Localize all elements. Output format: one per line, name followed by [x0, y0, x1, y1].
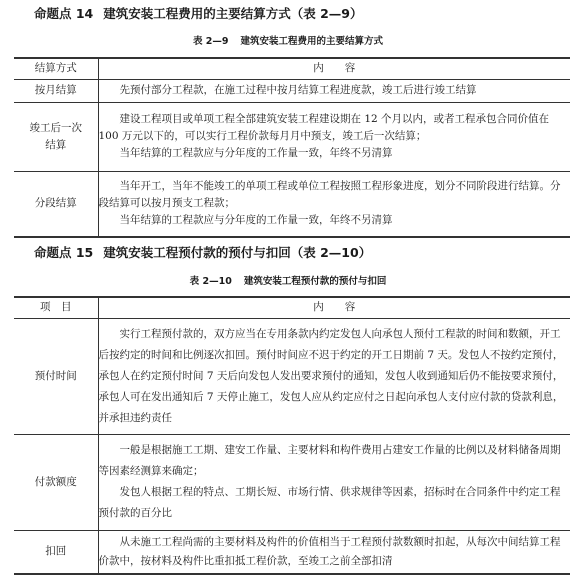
column-header: 内 容: [98, 58, 570, 79]
table-header-row: [14, 297, 570, 318]
table-row: [14, 434, 570, 530]
table-header-row: [14, 58, 570, 79]
section-title: 建筑安装工程预付款的预付与扣回（表 2—10）: [103, 245, 372, 260]
section-heading-1: [34, 6, 363, 22]
row-content: [98, 102, 570, 171]
table-row: [14, 102, 570, 171]
caption-number: 表 2—10: [189, 276, 232, 287]
row-content: [98, 171, 570, 237]
section-number: 命题点 15: [34, 245, 94, 260]
row-paragraph: 建设工程项目或单项工程全部建筑安装工程建设期在 12 个月以内，或者工程承包合同价值在 100 万元以下的，可以实行工程价款每月月中预支，竣工后一次结算；: [98, 113, 550, 142]
advance-payment-table: [14, 296, 570, 575]
row-paragraph: 当年结算的工程款应与分年度的工作量一致，年终不另清算: [119, 147, 393, 159]
row-label: 按月结算: [14, 79, 98, 102]
row-paragraph: 一般是根据施工工期、建安工作量、主要材料和构件费用占建安工作量的比例以及材料储备周期等因素经测算来确定；: [98, 444, 561, 477]
table-row: [14, 530, 570, 574]
row-content: [98, 318, 570, 434]
row-content: [98, 530, 570, 574]
row-paragraph: 实行工程预付款的，双方应当在专用条款内约定发包人向承包人预付工程款的时间和数额，开工后按约定的时间和比例逐次扣回。预付时间应不迟于约定的开工日期前 7 天。发包人不按约定预付，承包人在约定预付时间 7 天后向发包人发出要求预付的通知，发包人收到通知后仍不能按要求预付，承包人可在发出通知后 7 天停止施工，发包人应从约定应付之日起向承包人支付应付款的贷款利息，并承担违约责任: [98, 327, 564, 424]
settlement-methods-table: [14, 57, 570, 238]
section-number: 命题点 14: [34, 6, 94, 21]
table-caption-2: [0, 276, 576, 288]
table-caption-1: [0, 36, 576, 48]
row-paragraph: 从未施工工程尚需的主要材料及构件的价值相当于工程预付款数额时扣起，从每次中间结算工程价款中，按材料及构件比重扣抵工程价款，至竣工之前全部扣清: [98, 535, 561, 567]
caption-title: 建筑安装工程预付款的预付与扣回: [243, 276, 387, 287]
row-label: 扣回: [14, 530, 98, 574]
row-content: [98, 79, 570, 102]
row-label: 预付时间: [14, 318, 98, 434]
column-header: 结算方式: [14, 58, 98, 79]
row-label: 竣工后一次结算: [14, 102, 98, 171]
row-label: 分段结算: [14, 171, 98, 237]
caption-title: 建筑安装工程费用的主要结算方式: [240, 36, 384, 47]
caption-number: 表 2—9: [192, 36, 229, 47]
row-label: 付款额度: [14, 434, 98, 530]
row-paragraph: 发包人根据工程的特点、工期长短、市场行情、供求规律等因素，招标时在合同条件中约定工程预付款的百分比: [98, 486, 561, 519]
column-header: 内 容: [98, 297, 570, 318]
table-row: [14, 79, 570, 102]
row-paragraph: 当年结算的工程款应与分年度的工作量一致，年终不另清算: [119, 214, 393, 227]
table-row: [14, 171, 570, 237]
column-header: 项 目: [14, 297, 98, 318]
table-row: [14, 318, 570, 434]
row-content: [98, 434, 570, 530]
section-heading-2: [34, 245, 371, 261]
section-title: 建筑安装工程费用的主要结算方式（表 2—9）: [103, 6, 363, 21]
row-paragraph: 先预付部分工程款，在施工过程中按月结算工程进度款，竣工后进行竣工结算: [119, 84, 477, 96]
row-paragraph: 当年开工，当年不能竣工的单项工程或单位工程按照工程形象进度，划分不同阶段进行结算。分段结算可以按月预支工程款；: [98, 180, 561, 210]
